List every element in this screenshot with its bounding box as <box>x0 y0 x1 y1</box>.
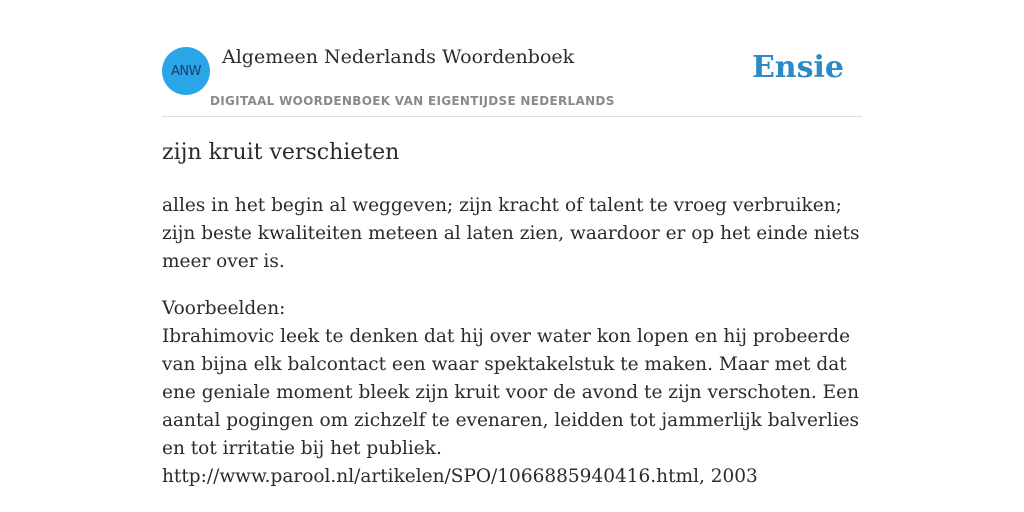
examples-block <box>162 295 862 491</box>
logo-text: ANW <box>171 63 201 79</box>
entry-card <box>162 0 862 512</box>
anw-logo <box>162 47 210 95</box>
examples-label: Voorbeelden: <box>162 298 286 319</box>
example-text: Ibrahimovic leek te denken dat hij over water kon lopen en hij probeerde van bijna elk balcontact een waar spektakelstuk te maken. Maar met dat ene geniale moment bleek zijn kruit voor de avond te zijn verschoten. Een aantal pogingen om zichzelf te evenaren, leidden tot jammerlijk balverlies en tot irritatie bij het publiek. <box>162 326 860 459</box>
source-header <box>162 0 862 117</box>
source-subtitle: DIGITAAL WOORDENBOEK VAN EIGENTIJDSE NEDERLANDS <box>210 94 615 108</box>
source-title: Algemeen Nederlands Woordenboek <box>222 46 575 68</box>
entry-definition: alles in het begin al weggeven; zijn kracht of talent te vroeg verbruiken; zijn beste kwaliteiten meteen al laten zien, waardoor er op het einde niets meer over is. <box>162 195 860 272</box>
example-source: http://www.parool.nl/artikelen/SPO/1066885940416.html, 2003 <box>162 466 758 487</box>
entry-term: zijn kruit verschieten <box>162 140 400 165</box>
ensie-brand-link[interactable]: Ensie <box>751 50 844 85</box>
